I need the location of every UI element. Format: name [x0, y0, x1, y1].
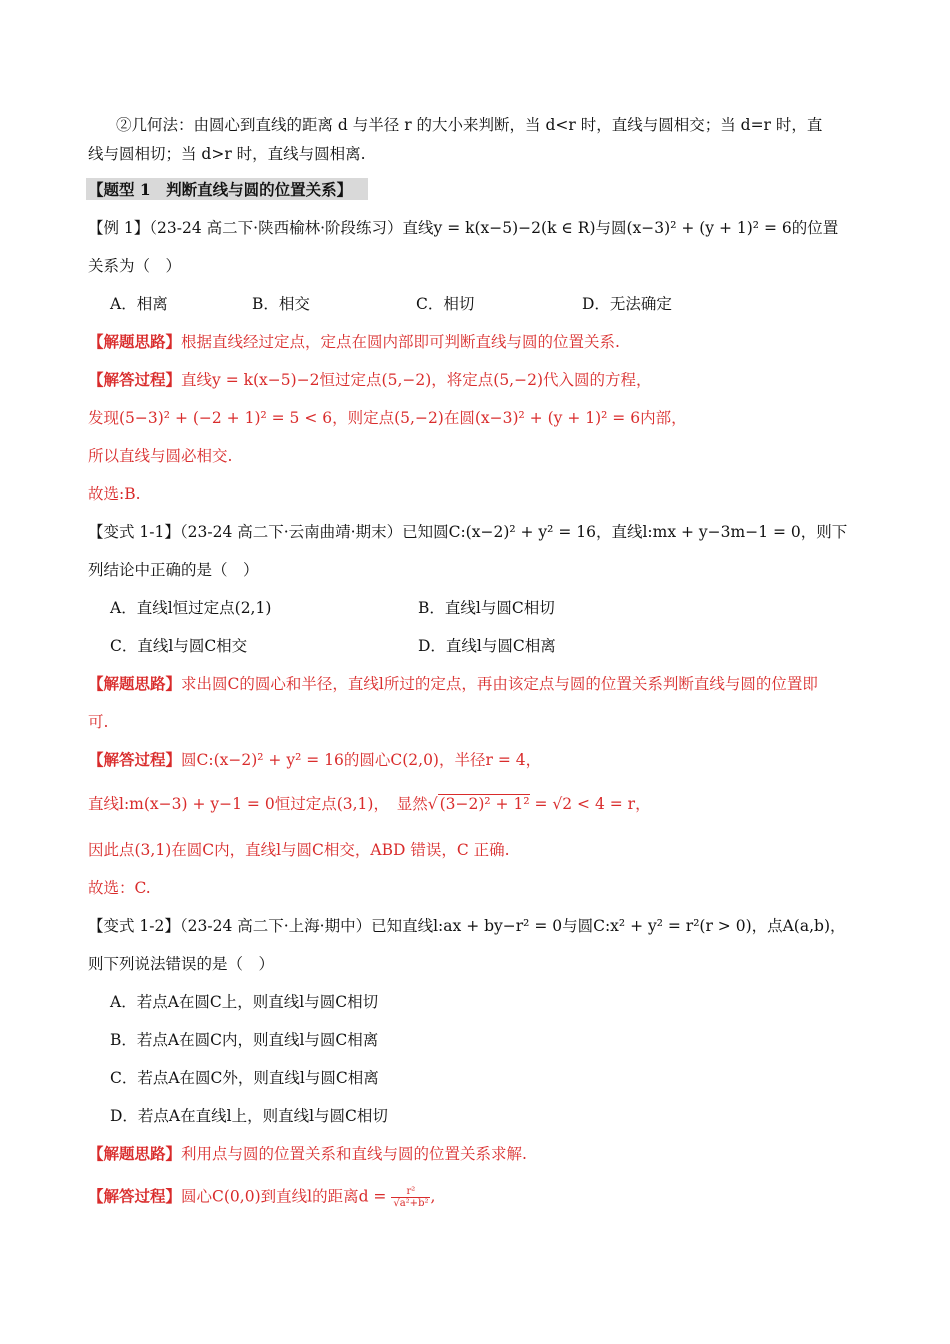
example1-option-d: D．无法确定	[582, 295, 672, 313]
variant1-2-stem-line-2: 则下列说法错误的是（ ）	[88, 955, 275, 973]
variant1-2-process-line-1	[88, 1186, 435, 1209]
example1-option-a: A．相离	[110, 295, 168, 313]
variant1-1-idea-line-1	[88, 674, 818, 694]
process-tag: 【解答过程】	[88, 370, 182, 389]
process-tag: 【解答过程】	[88, 750, 182, 769]
variant1-1-option-c: C．直线l与圆C相交	[110, 637, 248, 655]
process-text-c: = √2 < 4 = r，	[529, 795, 651, 813]
idea-text: 利用点与圆的位置关系和直线与圆的位置关系求解.	[181, 1145, 527, 1163]
variant1-1-process-line-3: 因此点(3,1)在圆C内，直线l与圆C相交，ABD 错误，C 正确.	[88, 841, 510, 859]
variant1-1-process-line-2	[88, 794, 651, 814]
sqrt-radicand: (3−2)² + 1²	[439, 795, 530, 813]
idea-tag: 【解题思路】	[88, 1144, 182, 1163]
example1-option-c: C．相切	[416, 295, 475, 313]
variant1-2-stem-line-1: 【变式 1-2】（23-24 高二下·上海·期中）已知直线l:ax + by−r² = 0与圆C:x² + y² = r²(r > 0)，点A(a,b)，	[88, 917, 846, 935]
variant1-2-idea	[88, 1144, 527, 1164]
variant1-2-option-b: B．若点A在圆C内，则直线l与圆C相离	[110, 1031, 379, 1049]
example1-idea	[88, 332, 620, 352]
process-suffix: ,	[430, 1187, 436, 1206]
variant1-1-stem-line-1: 【变式 1-1】（23-24 高二下·云南曲靖·期末）已知圆C:(x−2)² + y² = 16，直线l:mx + y−3m−1 = 0，则下	[88, 523, 848, 541]
idea-tag: 【解题思路】	[88, 332, 182, 351]
process-text: 圆心C(0,0)到直线l的距离d =	[181, 1187, 392, 1206]
fraction-denominator: √a²+b²	[393, 1198, 429, 1209]
variant1-1-option-b: B．直线l与圆C相切	[418, 599, 555, 617]
example1-process-line-1	[88, 370, 652, 390]
section-heading: 【题型 1 判断直线与圆的位置关系】	[88, 180, 353, 199]
variant1-1-option-d: D．直线l与圆C相离	[418, 637, 556, 655]
example1-option-b: B．相交	[252, 295, 310, 313]
idea-tag: 【解题思路】	[88, 674, 182, 693]
example1-process-line-3: 所以直线与圆必相交.	[88, 447, 233, 465]
process-text: 圆C:(x−2)² + y² = 16的圆心C(2,0)，半径r = 4，	[181, 751, 542, 769]
process-tag: 【解答过程】	[88, 1186, 182, 1206]
fraction-numerator: r²	[391, 1186, 430, 1198]
variant1-2-option-a: A．若点A在圆C上，则直线l与圆C相切	[110, 993, 379, 1011]
example1-answer: 故选:B.	[88, 485, 141, 503]
intro-line-1: ②几何法：由圆心到直线的距离 d 与半径 r 的大小来判断，当 d<r 时，直线与圆相交；当 d=r 时，直	[116, 116, 823, 134]
variant1-1-answer: 故选：C.	[88, 879, 151, 897]
example1-stem-line-2: 关系为（ ）	[88, 257, 182, 275]
distance-fraction	[391, 1186, 430, 1209]
variant1-1-idea-line-2: 可.	[88, 713, 109, 731]
intro-line-2: 线与圆相切；当 d>r 时，直线与圆相离.	[88, 145, 366, 163]
variant1-1-process-line-1	[88, 750, 541, 770]
example1-process-line-2: 发现(5−3)² + (−2 + 1)² = 5 < 6，则定点(5,−2)在圆(x−3)² + (y + 1)² = 6内部，	[88, 409, 687, 427]
variant1-1-option-a: A．直线l恒过定点(2,1)	[110, 599, 272, 617]
variant1-1-stem-line-2: 列结论中正确的是（ ）	[88, 561, 259, 579]
variant1-2-option-d: D．若点A在直线l上，则直线l与圆C相切	[110, 1107, 388, 1125]
process-text-a: 直线l:m(x−3) + y−1 = 0恒过定点(3,1)， 显然√	[88, 795, 438, 813]
variant1-2-option-c: C．若点A在圆C外，则直线l与圆C相离	[110, 1069, 379, 1087]
example1-stem-line-1: 【例 1】（23-24 高二下·陕西榆林·阶段练习）直线y = k(x−5)−2(k ∈ R)与圆(x−3)² + (y + 1)² = 6的位置	[88, 219, 839, 237]
idea-text: 根据直线经过定点，定点在圆内部即可判断直线与圆的位置关系.	[181, 333, 620, 351]
idea-text: 求出圆C的圆心和半径，直线l所过的定点，再由该定点与圆的位置关系判断直线与圆的位置即	[181, 675, 818, 693]
process-text: 直线y = k(x−5)−2恒过定点(5,−2)，将定点(5,−2)代入圆的方程，	[181, 371, 652, 389]
